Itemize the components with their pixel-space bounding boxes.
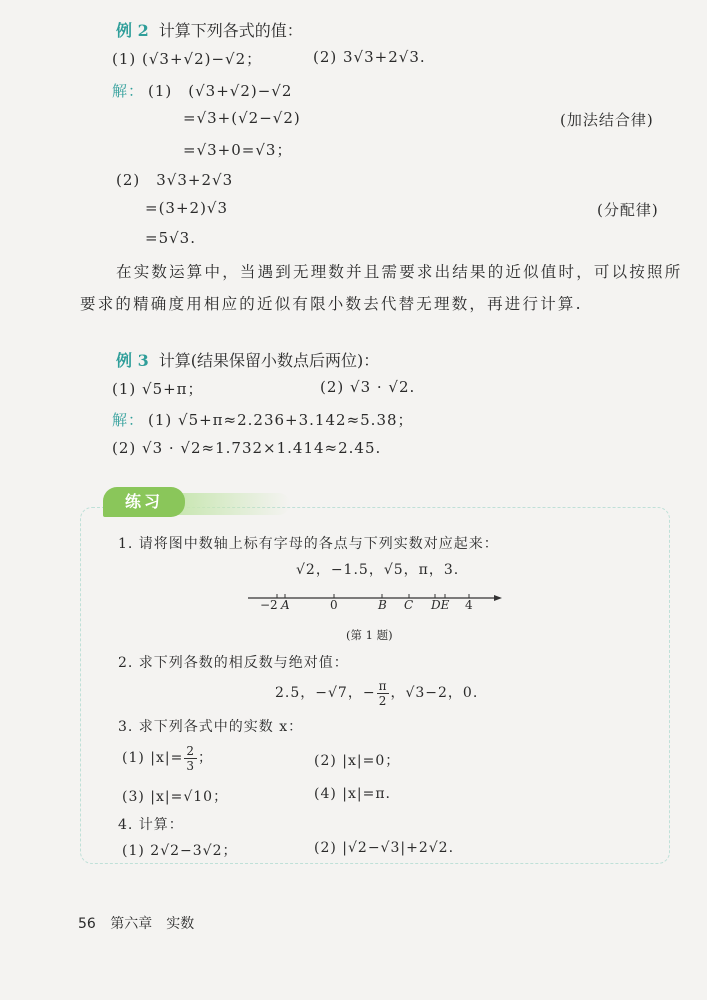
example-2-label: 例 2 xyxy=(116,21,149,40)
example-3-label: 例 3 xyxy=(116,351,149,370)
nl-label-c: C xyxy=(404,598,414,612)
practice-1-text: 1. 请将图中数轴上标有字母的各点与下列实数对应起来： xyxy=(118,536,499,552)
nl-label-4: 4 xyxy=(465,598,473,612)
nl-label-de: DE xyxy=(431,598,450,612)
ex2-question-2: (2) 3√3+2√3. xyxy=(313,48,426,66)
fraction-numerator: 2 xyxy=(186,743,195,758)
ex3-question-1: (1) √5+π； xyxy=(112,380,204,398)
ex2-sol2-line2: =(3+2)√3 xyxy=(145,199,229,217)
chapter-title: 第六章 实数 xyxy=(110,916,195,932)
practice-tab-tail xyxy=(175,493,290,515)
practice-4-item-2: (2) |√2−√3|+2√2. xyxy=(314,840,455,856)
ex2-sol2-line1: (2) 3√3+2√3 xyxy=(116,171,234,189)
page-footer xyxy=(78,913,194,933)
ex2-sol1-line1: (1) (√3+√2)−√2 xyxy=(148,82,293,100)
ex3-question-2: (2) √3 · √2. xyxy=(320,378,416,396)
figure-caption: (第 1 题) xyxy=(346,628,393,642)
nl-label-a: A xyxy=(281,598,290,612)
paragraph-line-1: 在实数运算中，当遇到无理数并且需要求出结果的近似值时，可以按照所 xyxy=(116,263,683,281)
fraction-denominator: 3 xyxy=(186,758,195,773)
two-thirds-fraction xyxy=(184,744,197,773)
ex2-solution-label: 解： xyxy=(112,82,145,100)
ex2-sol1-line2: =√3+(√2−√2) xyxy=(183,109,301,127)
practice-2-text: 2. 求下列各数的相反数与绝对值： xyxy=(118,655,349,671)
paragraph-line-2: 要求的精确度用相应的近似有限小数去代替无理数，再进行计算. xyxy=(80,295,583,313)
example-2-title: 计算下列各式的值： xyxy=(158,21,303,40)
page-number: 56 xyxy=(78,916,96,932)
example-3-heading xyxy=(116,348,379,371)
practice-4-text: 4. 计算： xyxy=(118,817,184,833)
fraction-numerator: π xyxy=(378,678,388,693)
ex2-question-1: (1) (√3+√2)−√2； xyxy=(112,50,263,68)
ex2-sol1-note: (加法结合律) xyxy=(560,111,654,129)
practice-3-item-3: (3) |x|=√10； xyxy=(122,789,229,805)
ex3-solution-label: 解： xyxy=(112,411,145,429)
practice-2-part-a: 2.5，−√7，− xyxy=(275,685,376,701)
practice-2-part-b: ，√3−2，0. xyxy=(390,685,479,701)
ex2-sol2-note: (分配律) xyxy=(597,201,659,219)
practice-3-item-2: (2) |x|=0； xyxy=(314,753,401,769)
example-3-title: 计算(结果保留小数点后两位)： xyxy=(158,351,380,370)
practice-3-item-1 xyxy=(122,741,213,775)
ex3-sol1: (1) √5+π≈2.236+3.142≈5.38； xyxy=(148,411,414,429)
ex2-sol2-line3: =5√3. xyxy=(145,229,196,247)
nl-label-neg2: −2 xyxy=(260,598,278,612)
fraction-denominator: 2 xyxy=(378,693,388,708)
practice-2-expression xyxy=(275,675,478,711)
example-2-heading xyxy=(116,18,303,41)
practice-3-item-1-lhs: (1) |x|= xyxy=(122,750,184,766)
practice-3-text: 3. 求下列各式中的实数 x： xyxy=(118,719,304,735)
nl-label-b: B xyxy=(378,598,387,612)
practice-3-item-1-end: ； xyxy=(197,750,213,766)
practice-4-item-1: (1) 2√2−3√2； xyxy=(122,843,238,859)
ex2-sol1-line3: =√3+0=√3； xyxy=(183,141,293,159)
practice-tab: 练习 xyxy=(103,487,185,517)
number-line-arrow xyxy=(494,595,502,601)
ex3-sol2: (2) √3 · √2≈1.732×1.414≈2.45. xyxy=(112,439,382,457)
practice-1-numbers: √2，−1.5，√5，π，3. xyxy=(296,562,460,578)
pi-over-2-fraction xyxy=(377,679,390,708)
nl-label-0: 0 xyxy=(330,598,338,612)
practice-3-item-4: (4) |x|=π. xyxy=(314,786,391,802)
